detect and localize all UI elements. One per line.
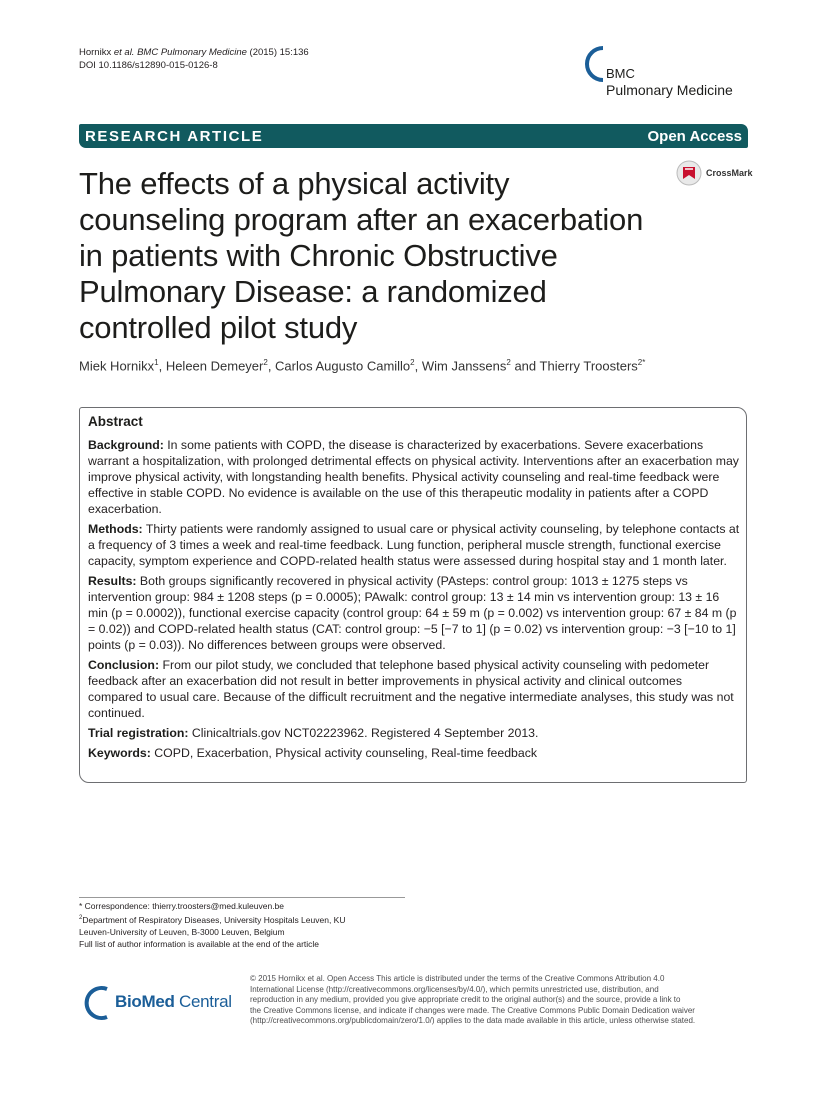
author-affiliation: 1 <box>154 358 159 367</box>
author-separator: , <box>267 358 276 374</box>
crossmark-icon <box>674 160 704 186</box>
title-line: Pulmonary Disease: a randomized <box>79 274 547 309</box>
author-name[interactable]: Thierry Troosters <box>539 358 638 374</box>
section-text: COPD, Exacerbation, Physical activity counseling, Real-time feedback <box>150 746 538 760</box>
title-line: The effects of a physical activity <box>79 166 510 201</box>
open-access-label: Open Access <box>647 128 742 145</box>
publisher-name-biomed: BioMed <box>115 992 175 1011</box>
license-line: reproduction in any medium, provided you give appropriate credit to the original author(s) and the source, provide a link to <box>250 995 681 1005</box>
license-line: International License (http://creativecommons.org/licenses/by/4.0/), which permits unrestricted use, distribution, and <box>250 984 659 994</box>
article-title <box>79 166 659 346</box>
abstract-heading: Abstract <box>88 414 143 429</box>
publisher-name-central: Central <box>174 992 232 1011</box>
section-text: Both groups significantly recovered in physical activity (PAsteps: control group: 1013 ± 1275 steps vs intervention group: 984 ± 1208 steps (p = 0.0005); PAwalk: control group: 13 ± 14 min vs intervention group: 13 ± 16 min (p = 0.0002)), functional exercise capacity (control group: 64 ± 59 m (p = 0.002) vs intervention group: 67 ± 84 m (p = 0.02)) and COPD-related health status (CAT: control group: −5 [−7 to 1] (p = 0.02) vs intervention group: −3 [−10 to 1] points (p = 0.03)). No differences between groups were observed. <box>88 574 737 652</box>
license-line: (http://creativecommons.org/publicdomain/zero/1.0/) applies to the data made available in this article, unless otherwise stated. <box>250 1016 696 1026</box>
journal-logo-name: Pulmonary Medicine <box>606 82 733 98</box>
license-line: the Creative Commons license, and indicate if changes were made. The Creative Commons Public Domain Dedication waiver <box>250 1005 695 1015</box>
article-type: RESEARCH ARTICLE <box>85 128 264 145</box>
section-label: Conclusion: <box>88 658 160 672</box>
author-name[interactable]: Carlos Augusto Camillo <box>275 358 411 374</box>
author-list <box>79 358 645 373</box>
section-label: Trial registration: <box>88 726 189 740</box>
affiliation-sup: 2 <box>79 915 83 921</box>
author-separator: , <box>158 358 166 374</box>
crossmark-badge[interactable] <box>670 160 755 186</box>
author-name[interactable]: Heleen Demeyer <box>165 358 264 374</box>
title-line: in patients with Chronic Obstructive <box>79 238 558 273</box>
citation-line <box>79 46 309 59</box>
section-label: Results: <box>88 574 137 588</box>
abstract-keywords <box>88 745 740 761</box>
section-label: Methods: <box>88 522 143 536</box>
citation-journal: et al. BMC Pulmonary Medicine <box>113 47 247 58</box>
doi[interactable]: DOI 10.1186/s12890-015-0126-8 <box>79 60 218 71</box>
section-text: Clinicaltrials.gov NCT02223962. Registered 4 September 2013. <box>188 726 539 740</box>
author-name[interactable]: Wim Janssens <box>421 358 507 374</box>
citation-header <box>79 46 309 72</box>
footnotes <box>79 897 405 950</box>
license-notice <box>250 974 750 1027</box>
author-affiliation: 2 <box>263 358 268 367</box>
author-affiliation: 2 <box>506 358 511 367</box>
section-text: From our pilot study, we concluded that telephone based physical activity counseling with pedometer feedback after an exacerbation did not result in better improvements in physical activity and clinical outcomes compared to usual care. Because of the difficult recruitment and the negative intermediate analyses, this study was not continued. <box>88 658 734 720</box>
publisher-name <box>115 992 232 1012</box>
journal-logo-bmc: BMC <box>606 66 635 81</box>
crossmark-label: CrossMark <box>706 168 753 178</box>
abstract-box <box>79 407 747 783</box>
abstract-background <box>88 437 740 517</box>
citation-authors: Hornikx <box>79 47 112 58</box>
footnote-divider <box>79 897 405 898</box>
title-line: controlled pilot study <box>79 310 358 345</box>
author-affiliation: 2* <box>637 358 646 367</box>
abstract-trial-registration <box>88 725 740 741</box>
abstract-conclusion <box>88 657 740 721</box>
section-text: Thirty patients were randomly assigned to usual care or physical activity counseling, by telephone contacts at a frequency of 3 times a week and real-time feedback. Lung function, peripheral muscle strength, functional exercise capacity, symptom experience and COPD-related health status were assessed during hospital stay and 1 month later. <box>88 522 740 568</box>
author-separator: and <box>510 358 540 374</box>
author-name[interactable]: Miek Hornikx <box>79 358 155 374</box>
biomed-central-arc-icon <box>79 983 113 1023</box>
correspondence[interactable]: * Correspondence: thierry.troosters@med.kuleuven.be <box>79 901 285 911</box>
journal-logo <box>583 44 753 104</box>
author-info-note: Full list of author information is available at the end of the article <box>79 938 320 949</box>
abstract-methods <box>88 521 740 569</box>
author-affiliation: 2 <box>410 358 415 367</box>
article-type-banner <box>79 124 748 148</box>
citation-issue: (2015) 15:136 <box>246 47 309 58</box>
license-line: © 2015 Hornikx et al. Open Access This article is distributed under the terms of the Creative Commons Attribution 4.0 <box>250 974 665 983</box>
section-label: Background: <box>88 438 164 452</box>
affiliation <box>79 912 405 926</box>
section-text: In some patients with COPD, the disease is characterized by exacerbations. Severe exacerbations warrant a hospitalization, with prolonged detrimental effects on physical activity. Interventions after an exacerbation may improve physical activity, with longstanding health benefits. Physical activity counseling and real-time feedback were effective in stable COPD. No evidence is available on the use of this therapeutic modality in patients after a COPD exacerbation. <box>88 438 739 516</box>
abstract-results <box>88 573 740 653</box>
section-label: Keywords: <box>88 746 151 760</box>
author-separator: , <box>414 358 422 374</box>
affiliation-line: Leuven-University of Leuven, B-3000 Leuven, Belgium <box>79 926 285 937</box>
title-line: counseling program after an exacerbation <box>79 202 644 237</box>
affiliation-line: Department of Respiratory Diseases, University Hospitals Leuven, KU <box>82 914 346 925</box>
publisher-logo <box>79 983 239 1023</box>
